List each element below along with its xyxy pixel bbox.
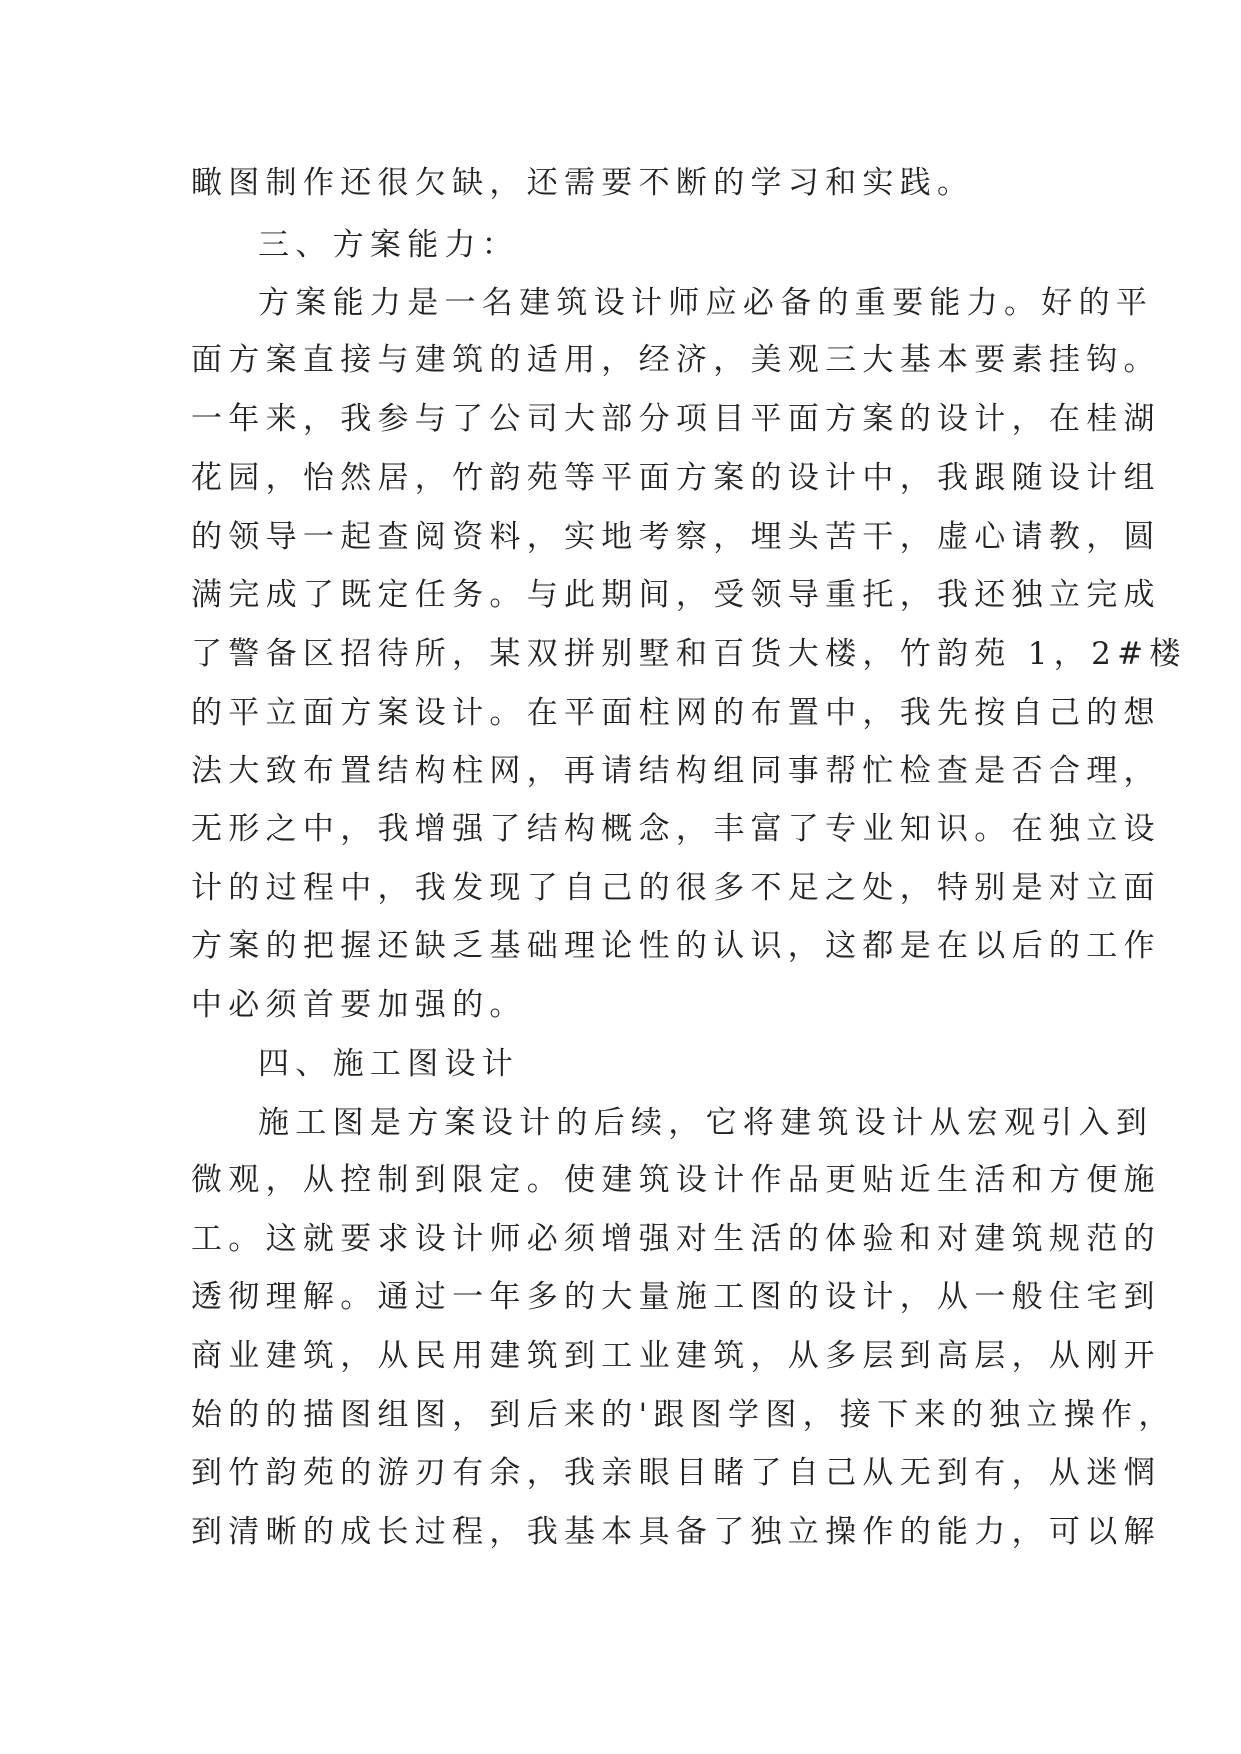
text-line: 花园，怡然居，竹韵苑等平面方案的设计中，我跟随设计组 bbox=[191, 460, 1161, 496]
text-line: 商业建筑，从民用建筑到工业建筑，从多层到高层，从刚开 bbox=[191, 1338, 1161, 1374]
text-line: 始的的描图组图，到后来的'跟图学图，接下来的独立操作， bbox=[191, 1397, 1176, 1433]
text-line: 无形之中，我增强了结构概念，丰富了专业知识。在独立设 bbox=[191, 811, 1161, 847]
text-line: 方案的把握还缺乏基础理论性的认识，这都是在以后的工作 bbox=[191, 928, 1161, 964]
text-line: 工。这就要求设计师必须增强对生活的体验和对建筑规范的 bbox=[191, 1221, 1161, 1257]
text-line: 计的过程中，我发现了自己的很多不足之处，特别是对立面 bbox=[191, 870, 1161, 906]
text-line: 到清晰的成长过程，我基本具备了独立操作的能力，可以解 bbox=[191, 1514, 1161, 1550]
text-line: 的平立面方案设计。在平面柱网的布置中，我先按自己的想 bbox=[191, 695, 1161, 731]
text-line: 面方案直接与建筑的适用，经济，美观三大基本要素挂钩。 bbox=[191, 342, 1161, 378]
text-line: 到竹韵苑的游刃有余，我亲眼目睹了自己从无到有，从迷惘 bbox=[191, 1455, 1161, 1491]
text-line: 了警备区招待所，某双拼别墅和百货大楼，竹韵苑 1，2#楼 bbox=[191, 636, 1187, 672]
text-line: 方案能力是一名建筑设计师应必备的重要能力。好的平 bbox=[258, 285, 1154, 321]
text-line: 法大致布置结构柱网，再请结构组同事帮忙检查是否合理， bbox=[191, 753, 1161, 789]
text-line: 的领导一起查阅资料，实地考察，埋头苦干，虚心请教，圆 bbox=[191, 519, 1161, 555]
text-line: 透彻理解。通过一年多的大量施工图的设计，从一般住宅到 bbox=[191, 1279, 1161, 1315]
text-line: 微观，从控制到限定。使建筑设计作品更贴近生活和方便施 bbox=[191, 1162, 1161, 1198]
section-heading-4: 四、施工图设计 bbox=[258, 1046, 520, 1082]
section-heading-3: 三、方案能力： bbox=[258, 227, 520, 263]
text-line: 满完成了既定任务。与此期间，受领导重托，我还独立完成 bbox=[191, 577, 1161, 613]
text-line: 一年来，我参与了公司大部分项目平面方案的设计，在桂湖 bbox=[191, 401, 1161, 437]
text-line: 施工图是方案设计的后续，它将建筑设计从宏观引入到 bbox=[258, 1105, 1154, 1141]
text-line: 瞰图制作还很欠缺，还需要不断的学习和实践。 bbox=[191, 165, 975, 201]
text-line: 中必须首要加强的。 bbox=[191, 987, 527, 1023]
